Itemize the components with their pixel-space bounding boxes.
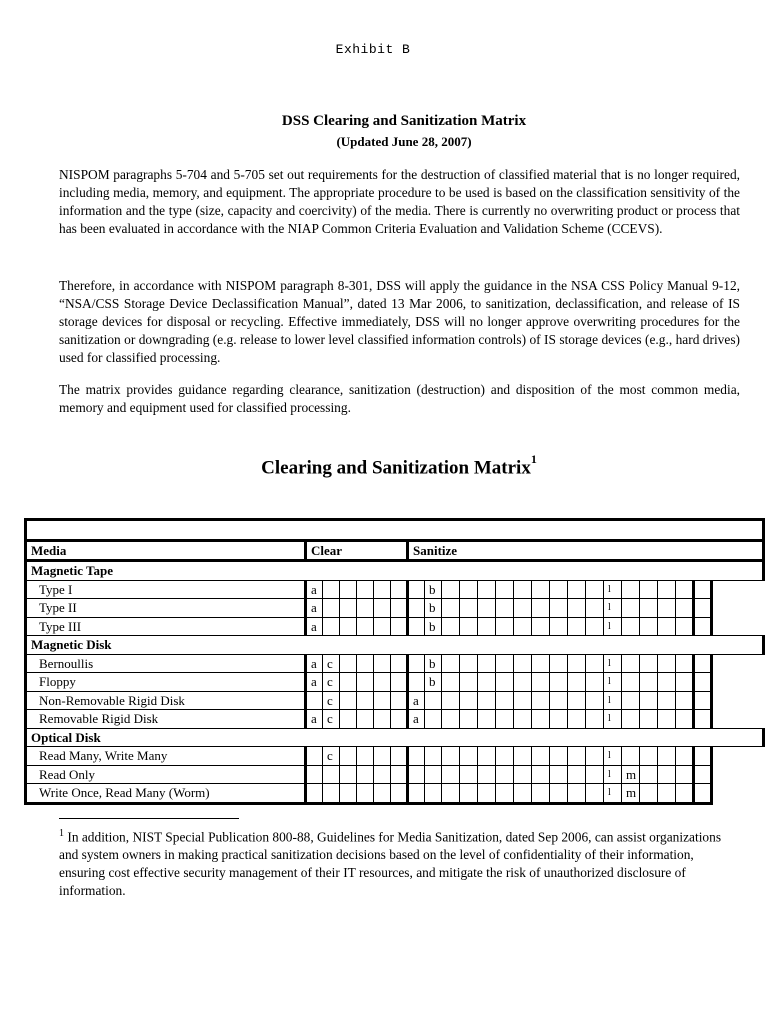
matrix-cell (408, 784, 425, 804)
matrix-cell: l (604, 710, 622, 729)
matrix-cell (374, 691, 391, 710)
matrix-cell (478, 617, 496, 636)
matrix-cell (550, 747, 568, 766)
matrix-cell (340, 691, 357, 710)
matrix-cell (694, 673, 712, 692)
matrix-cell (640, 747, 658, 766)
matrix-cell (694, 617, 712, 636)
matrix-cell (640, 784, 658, 804)
matrix-cell (340, 654, 357, 673)
matrix-cell (586, 617, 604, 636)
media-label: Bernoullis (26, 654, 306, 673)
matrix-cell (408, 747, 425, 766)
matrix-cell (640, 691, 658, 710)
matrix-cell (532, 654, 550, 673)
matrix-cell (374, 710, 391, 729)
matrix-cell (694, 765, 712, 784)
matrix-cell (408, 580, 425, 599)
matrix-cell (408, 617, 425, 636)
matrix-cell (550, 599, 568, 618)
matrix-row (26, 747, 764, 766)
matrix-cell (532, 710, 550, 729)
matrix-cell (306, 765, 323, 784)
matrix-cell (658, 673, 676, 692)
matrix-cell (532, 599, 550, 618)
matrix-cell (391, 599, 408, 618)
footnote-mark: 1 (59, 828, 64, 839)
matrix-row (26, 580, 764, 599)
matrix-cell (478, 654, 496, 673)
matrix-cell (306, 784, 323, 804)
matrix-cell: b (425, 580, 442, 599)
matrix-row (26, 617, 764, 636)
matrix-cell (323, 617, 340, 636)
matrix-cell (640, 580, 658, 599)
matrix-cell (640, 710, 658, 729)
matrix-cell (478, 691, 496, 710)
matrix-cell (391, 673, 408, 692)
matrix-row (26, 654, 764, 673)
matrix-cell: l (604, 691, 622, 710)
matrix-cell: c (323, 747, 340, 766)
sanitization-matrix (24, 518, 765, 805)
matrix-cell (460, 673, 478, 692)
matrix-cell (658, 580, 676, 599)
matrix-cell (340, 673, 357, 692)
matrix-cell (550, 784, 568, 804)
matrix-cell (622, 747, 640, 766)
matrix-cell (391, 747, 408, 766)
matrix-cell (460, 654, 478, 673)
matrix-cell: m (622, 765, 640, 784)
matrix-cell (408, 765, 425, 784)
matrix-cell (357, 747, 374, 766)
footnote-text: In addition, NIST Special Publication 800-88, Guidelines for Media Sanitization, dated Sep 2006, can assist organizations and system owners in making practical sanitization decisions based on the level of confidentiality of their information, ensuring cost effective security management of their IT resources, and mitigate the risk of unauthorized disclosure of information. (59, 829, 722, 899)
matrix-cell (658, 599, 676, 618)
matrix-cell: a (408, 691, 425, 710)
matrix-cell (496, 599, 514, 618)
matrix-row (26, 710, 764, 729)
matrix-cell (640, 673, 658, 692)
matrix-cell (374, 599, 391, 618)
media-label: Type III (26, 617, 306, 636)
matrix-category-row (26, 728, 764, 747)
matrix-cell (568, 580, 586, 599)
matrix-cell (478, 673, 496, 692)
matrix-cell (550, 691, 568, 710)
matrix-cell (676, 710, 694, 729)
matrix-cell: l (604, 617, 622, 636)
matrix-cell (514, 784, 532, 804)
matrix-cell (550, 710, 568, 729)
matrix-cell (514, 673, 532, 692)
matrix-cell: b (425, 617, 442, 636)
matrix-category-row (26, 636, 764, 655)
matrix-cell (694, 599, 712, 618)
matrix-cell (340, 710, 357, 729)
matrix-cell (622, 617, 640, 636)
category-label: Optical Disk (26, 728, 764, 747)
matrix-cell: l (604, 765, 622, 784)
matrix-cell (658, 765, 676, 784)
document-subtitle: (Updated June 28, 2007) (336, 134, 472, 149)
matrix-cell (496, 784, 514, 804)
matrix-cell: l (604, 673, 622, 692)
matrix-cell (586, 691, 604, 710)
media-label: Write Once, Read Many (Worm) (26, 784, 306, 804)
matrix-cell: l (604, 747, 622, 766)
matrix-cell (676, 599, 694, 618)
matrix-cell (586, 580, 604, 599)
matrix-cell (306, 691, 323, 710)
matrix-cell (676, 617, 694, 636)
matrix-cell (391, 617, 408, 636)
matrix-table (24, 518, 765, 805)
matrix-cell (496, 747, 514, 766)
matrix-cell (391, 580, 408, 599)
matrix-cell (586, 654, 604, 673)
matrix-cell (357, 654, 374, 673)
matrix-cell (391, 784, 408, 804)
matrix-cell (442, 599, 460, 618)
matrix-cell: l (604, 784, 622, 804)
matrix-cell (622, 580, 640, 599)
matrix-cell: a (306, 580, 323, 599)
matrix-cell (357, 784, 374, 804)
matrix-cell (676, 765, 694, 784)
matrix-cell (550, 617, 568, 636)
matrix-cell (496, 580, 514, 599)
matrix-cell (532, 617, 550, 636)
matrix-cell (676, 580, 694, 599)
matrix-cell (442, 654, 460, 673)
matrix-cell (676, 784, 694, 804)
matrix-cell (340, 580, 357, 599)
matrix-cell (586, 747, 604, 766)
matrix-cell (374, 617, 391, 636)
matrix-cell (532, 691, 550, 710)
matrix-cell (586, 710, 604, 729)
category-label: Magnetic Disk (26, 636, 764, 655)
matrix-row (26, 599, 764, 618)
matrix-cell (640, 654, 658, 673)
matrix-cell (374, 654, 391, 673)
matrix-cell: c (323, 710, 340, 729)
matrix-cell (658, 617, 676, 636)
matrix-cell (391, 654, 408, 673)
matrix-cell (478, 784, 496, 804)
matrix-cell: l (604, 599, 622, 618)
matrix-cell (374, 784, 391, 804)
matrix-cell (442, 580, 460, 599)
matrix-cell (568, 765, 586, 784)
matrix-cell (568, 617, 586, 636)
matrix-cell (496, 765, 514, 784)
matrix-cell: c (323, 673, 340, 692)
matrix-cell (676, 691, 694, 710)
matrix-cell (568, 784, 586, 804)
matrix-cell (694, 580, 712, 599)
matrix-cell (532, 673, 550, 692)
media-label: Type II (26, 599, 306, 618)
matrix-cell (550, 580, 568, 599)
matrix-cell (586, 599, 604, 618)
matrix-cell (658, 784, 676, 804)
matrix-cell: l (604, 580, 622, 599)
matrix-cell (460, 784, 478, 804)
matrix-cell (323, 784, 340, 804)
matrix-cell: c (323, 691, 340, 710)
matrix-cell (442, 617, 460, 636)
matrix-cell (550, 765, 568, 784)
matrix-header-row (26, 540, 764, 561)
matrix-title-text: Clearing and Sanitization Matrix (261, 457, 531, 479)
media-label: Non-Removable Rigid Disk (26, 691, 306, 710)
matrix-cell (496, 617, 514, 636)
matrix-cell (340, 599, 357, 618)
matrix-cell (532, 765, 550, 784)
matrix-cell (658, 710, 676, 729)
matrix-cell (532, 580, 550, 599)
matrix-cell (550, 654, 568, 673)
matrix-row (26, 673, 764, 692)
matrix-cell (391, 691, 408, 710)
media-header: Media (26, 540, 306, 561)
matrix-cell (442, 710, 460, 729)
matrix-row (26, 691, 764, 710)
matrix-cell (408, 654, 425, 673)
matrix-cell (460, 691, 478, 710)
matrix-cell (478, 747, 496, 766)
media-label: Read Many, Write Many (26, 747, 306, 766)
matrix-cell (514, 617, 532, 636)
matrix-row (26, 765, 764, 784)
matrix-cell (460, 599, 478, 618)
matrix-cell (374, 580, 391, 599)
matrix-cell (425, 710, 442, 729)
matrix-cell (442, 691, 460, 710)
matrix-cell (568, 691, 586, 710)
matrix-cell (340, 784, 357, 804)
matrix-cell (496, 673, 514, 692)
matrix-cell (514, 691, 532, 710)
footnote (59, 825, 739, 900)
exhibit-label: Exhibit B (335, 42, 411, 57)
matrix-cell (568, 599, 586, 618)
matrix-cell (514, 599, 532, 618)
matrix-cell (694, 654, 712, 673)
matrix-cell: c (323, 654, 340, 673)
matrix-cell (357, 710, 374, 729)
matrix-cell (478, 765, 496, 784)
matrix-cell: l (604, 654, 622, 673)
matrix-top-bar (26, 520, 764, 541)
matrix-cell (658, 654, 676, 673)
intro-paragraph: NISPOM paragraphs 5-704 and 5-705 set out requirements for the destruction of classified material that is no longer required, including media, memory, and equipment. The appropriate procedure to be used is based on the classification sensitivity of the information and the type (size, capacity and coercivity) of the media. There is currently no overwriting product or process that has been evaluated in accordance with the NIAP Common Criteria Evaluation and Validation Scheme (CCEVS). (59, 167, 740, 236)
media-label: Removable Rigid Disk (26, 710, 306, 729)
matrix-cell (640, 617, 658, 636)
matrix-cell (694, 747, 712, 766)
matrix-cell (442, 765, 460, 784)
matrix-cell (442, 747, 460, 766)
matrix-cell (496, 710, 514, 729)
matrix-cell (514, 765, 532, 784)
matrix-cell (622, 691, 640, 710)
guidance-paragraph: Therefore, in accordance with NISPOM paragraph 8-301, DSS will apply the guidance in the NSA CSS Policy Manual 9-12, “NSA/CSS Storage Device Declassification Manual”, dated 13 Mar 2006, to sanitization, declassification, and release of IS storage devices for disposal or recycling. Effective immediately, DSS will no longer approve overwriting procedures for the sanitization or downgrading (e.g. release to lower level classified information controls) of IS storage devices (e.g., hard drives) used for classified processing. (59, 278, 740, 365)
matrix-cell (323, 765, 340, 784)
matrix-cell (323, 580, 340, 599)
matrix-cell (568, 710, 586, 729)
matrix-cell: b (425, 599, 442, 618)
matrix-cell (532, 747, 550, 766)
matrix-cell (425, 691, 442, 710)
matrix-cell (460, 580, 478, 599)
footnote-rule (59, 818, 239, 819)
matrix-cell (460, 617, 478, 636)
matrix-cell (676, 673, 694, 692)
matrix-cell (586, 784, 604, 804)
matrix-cell (460, 710, 478, 729)
matrix-cell (514, 580, 532, 599)
matrix-cell (568, 747, 586, 766)
media-label: Read Only (26, 765, 306, 784)
matrix-cell (694, 784, 712, 804)
matrix-cell: a (306, 654, 323, 673)
matrix-cell (586, 673, 604, 692)
matrix-cell (425, 747, 442, 766)
matrix-cell (622, 673, 640, 692)
matrix-cell (514, 654, 532, 673)
matrix-cell: a (306, 710, 323, 729)
matrix-cell (640, 765, 658, 784)
matrix-title-footnote-mark: 1 (530, 452, 537, 466)
category-label: Magnetic Tape (26, 561, 764, 581)
matrix-cell (374, 765, 391, 784)
matrix-cell (357, 765, 374, 784)
sanitize-header: Sanitize (408, 540, 764, 561)
matrix-category-row (26, 561, 764, 581)
matrix-cell (478, 710, 496, 729)
matrix-cell (676, 747, 694, 766)
matrix-row (26, 784, 764, 804)
matrix-cell (306, 747, 323, 766)
matrix-cell (622, 599, 640, 618)
matrix-top-bar-cell (26, 520, 764, 541)
matrix-cell (514, 747, 532, 766)
matrix-description-paragraph: The matrix provides guidance regarding clearance, sanitization (destruction) and disposition of the most common media, memory and equipment used for classified processing. (59, 382, 740, 415)
matrix-cell (622, 654, 640, 673)
matrix-cell (568, 673, 586, 692)
matrix-cell: b (425, 654, 442, 673)
matrix-cell (357, 691, 374, 710)
matrix-cell: a (306, 673, 323, 692)
matrix-cell: a (306, 617, 323, 636)
matrix-cell (357, 617, 374, 636)
matrix-cell (374, 673, 391, 692)
matrix-cell (442, 784, 460, 804)
matrix-cell (460, 747, 478, 766)
matrix-cell: b (425, 673, 442, 692)
matrix-cell (676, 654, 694, 673)
matrix-cell (496, 654, 514, 673)
matrix-cell (568, 654, 586, 673)
matrix-cell (340, 617, 357, 636)
matrix-cell (532, 784, 550, 804)
document-title: DSS Clearing and Sanitization Matrix (281, 113, 527, 129)
media-label: Floppy (26, 673, 306, 692)
matrix-cell (425, 784, 442, 804)
matrix-cell (357, 599, 374, 618)
matrix-cell (694, 691, 712, 710)
matrix-cell (425, 765, 442, 784)
matrix-cell (496, 691, 514, 710)
clear-header: Clear (306, 540, 408, 561)
matrix-cell (658, 691, 676, 710)
matrix-cell (391, 710, 408, 729)
matrix-cell (640, 599, 658, 618)
matrix-cell (323, 599, 340, 618)
matrix-cell (478, 599, 496, 618)
matrix-cell (442, 673, 460, 692)
matrix-cell (374, 747, 391, 766)
matrix-title (0, 452, 768, 479)
matrix-cell (658, 747, 676, 766)
matrix-cell (408, 673, 425, 692)
matrix-cell (550, 673, 568, 692)
matrix-cell (408, 599, 425, 618)
matrix-cell (340, 747, 357, 766)
matrix-cell (340, 765, 357, 784)
matrix-cell: a (306, 599, 323, 618)
matrix-cell (478, 580, 496, 599)
matrix-cell (622, 710, 640, 729)
matrix-cell (460, 765, 478, 784)
matrix-cell (514, 710, 532, 729)
matrix-cell (586, 765, 604, 784)
matrix-cell (694, 710, 712, 729)
matrix-cell (357, 673, 374, 692)
media-label: Type I (26, 580, 306, 599)
matrix-cell (391, 765, 408, 784)
matrix-cell: a (408, 710, 425, 729)
matrix-cell (357, 580, 374, 599)
matrix-cell: m (622, 784, 640, 804)
